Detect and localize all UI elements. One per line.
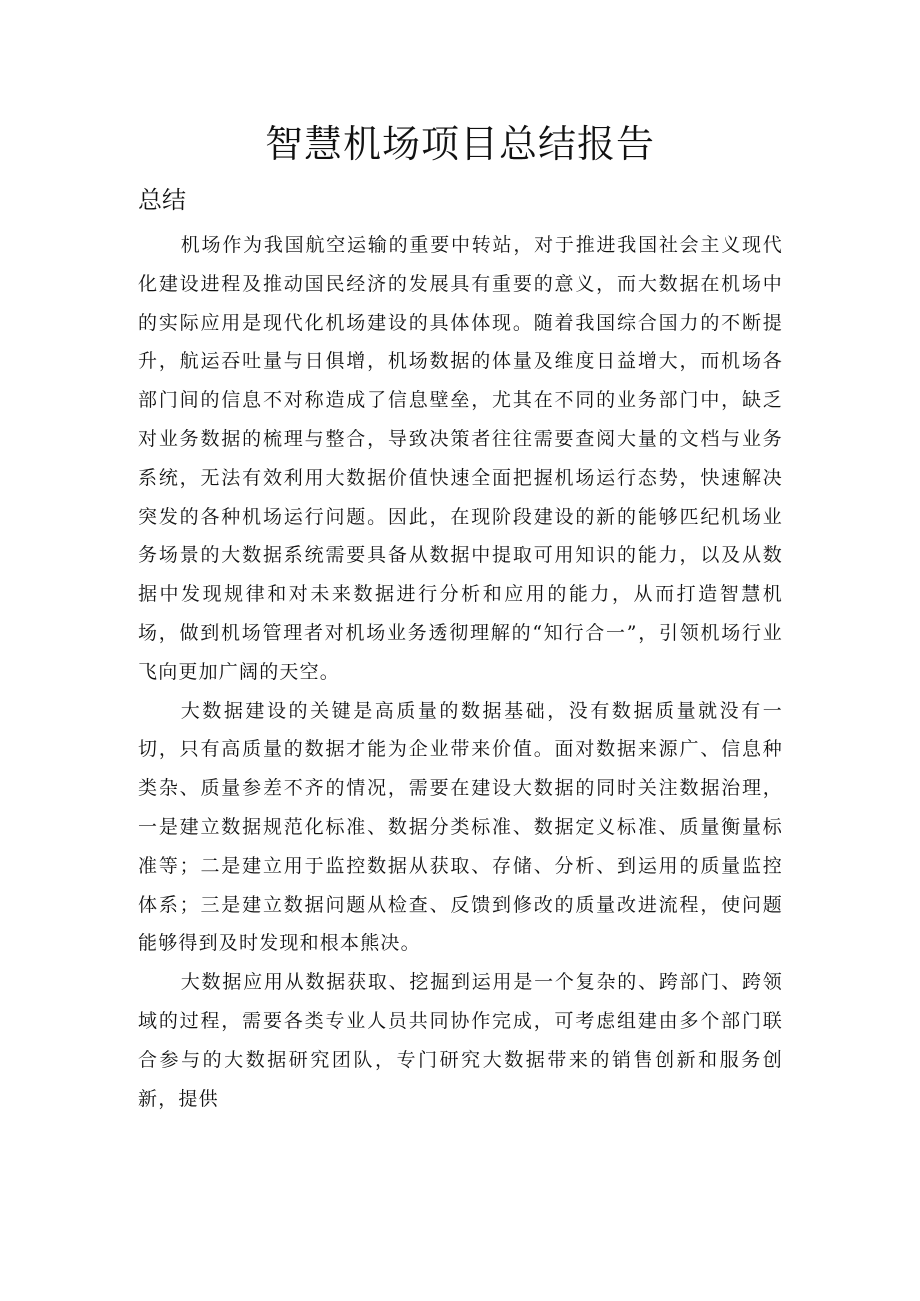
document-title: 智慧机场项目总结报告	[264, 122, 655, 166]
paragraph: 大数据应用从数据获取、挖掘到运用是一个复杂的、跨部门、跨领域的过程，需要各类专业人员共同协作完成，可考虑组建由多个部门联合参与的大数据研究团队，专门研究大数据带来的销售创新和服务创新，提供	[138, 971, 783, 1110]
document-body	[138, 226, 783, 1118]
paragraph: 大数据建设的关键是高质量的数据基础，没有数据质量就没有一切，只有高质量的数据才能为企业带来价值。面对数据来源广、信息种类杂、质量参差不齐的情况，需要在建设大数据的同时关注数据治理，一是建立数据规范化标准、数据分类标准、数据定义标准、质量衡量标准等；二是建立用于监控数据从获取、存储、分析、到运用的质量监控体系；三是建立数据问题从检查、反馈到修改的质量改进流程，使问题能够得到及时发现和根本熊决。	[138, 699, 783, 955]
paragraph: 机场作为我国航空运输的重要中转站，对于推进我国社会主义现代化建设进程及推动国民经济的发展具有重要的意义，而大数据在机场中的实际应用是现代化机场建设的具体体现。随着我国综合国力的不断提升，航运吞吐量与日俱增，机场数据的体量及维度日益增大，而机场各部门间的信息不对称造成了信息壁垒，尤其在不同的业务部门中，缺乏对业务数据的梳理与整合，导致决策者往往需要查阅大量的文档与业务系统，无法有效利用大数据价值快速全面把握机场运行态势，快速解决突发的各种机场运行问题。因此，在现阶段建设的新的能够匹纪机场业务场景的大数据系统需要具备从数据中提取可用知识的能力，以及从数据中发现规律和对未来数据进行分析和应用的能力，从而打造智慧机场，做到机场管理者对机场业务透彻理解的“知行合一”，引领机场行业飞向更加广阔的天空。	[138, 234, 783, 683]
section-heading: 总结	[138, 186, 186, 214]
